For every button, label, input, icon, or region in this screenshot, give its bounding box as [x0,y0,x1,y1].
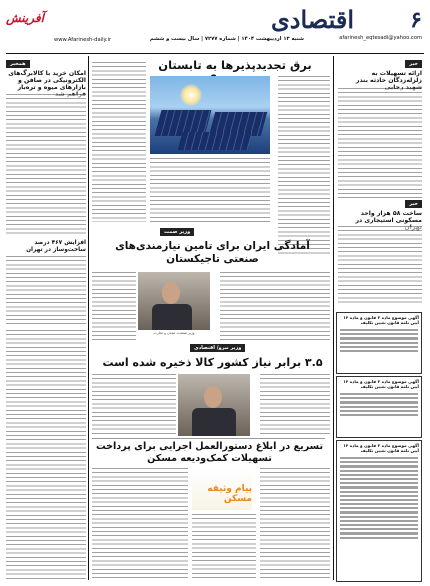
text-column [92,468,188,580]
headline-left-mid: افزایش ۴۶۷ درصد ساخت‌وساز در تهران [26,240,86,253]
photo-minister [138,272,210,330]
text-column [150,158,270,222]
newspaper-logo: آفرینش [6,11,44,25]
bank-ad-image [192,468,252,510]
text-column [338,88,422,198]
bank-ad-text: پیام وثیقه مسکن [207,484,252,504]
text-column [278,76,330,254]
headline-right-top: ارائه تسهیلات به زلزله‌زدگان حادثه بندر [355,70,422,84]
main-headline: برق تجدیدپذیرها به تابستان [158,58,312,72]
headline-left-top: امکان خرید با کالابرگ‌های الکترونیکی در صافن و بازارهای میوه و تره‌بار [8,70,86,91]
ad-box [336,440,422,582]
text-column [6,330,86,580]
text-column [220,272,330,340]
ad-title: آگهی موضوع ماده ۳ قانون و ماده ۱۳ آیین نامه قانون تعیین تکلیف [343,379,419,389]
third-headline: ۳.۵ برابر نیاز کشور کالا ذخیره شده است [102,356,323,369]
ad-box [336,376,422,438]
issue-line: شنبه ۱۳ اردیبهشت ۱۴۰۴ | شماره ۷۲۷۷ | سال بیست و ششم [149,36,304,42]
news-tag-right-2: خبر [405,200,422,208]
text-column [260,374,330,436]
section-title: اقتصادی [271,5,354,34]
photo-caption: وزیر صنعت، معدن و تجارت [153,331,195,335]
text-column [92,374,176,436]
text-column [338,226,422,306]
text-column [192,514,256,580]
ad-box [336,312,422,374]
email: afarinesh_eqtesadi@yahoo.com [339,35,422,41]
fourth-headline-line1: تسریع در ابلاغ دستورالعمل اجرایی برای پرداخت [95,441,324,452]
section-tag: وزیر صمت [160,228,194,236]
text-column [92,62,146,222]
page-header [6,5,424,54]
section-tag: وزیر نیرو/ اقتصادی [190,344,245,352]
photo-official [178,374,250,436]
page-number: ۶ [410,7,422,33]
ad-title: آگهی موضوع ماده ۳ قانون و ماده ۱۳ آیین نامه قانون تعیین تکلیف [343,315,419,325]
news-tag-left: همخبر [6,60,30,68]
news-tag-right: خبر [405,60,422,68]
text-column [92,272,136,340]
text-column [260,468,330,580]
text-column [6,256,86,326]
headline-right-mid: ساخت ۵۸ هزار واحد مسکونی استیجاری در [355,210,422,224]
text-column [6,94,86,234]
fourth-headline-line2: تسهیلات کمک‌ودیعه مسکن [147,453,272,464]
ad-title: آگهی موضوع ماده ۳ قانون و ماده ۱۳ آیین نامه قانون تعیین تکلیف [343,443,419,453]
fourth-headline [92,441,327,465]
solar-panels-photo [150,76,270,154]
second-headline: آمادگی ایران برای تامین نیازمندی‌های صنعتی تاجیکستان [115,240,310,265]
website: www.Afarinesh-daily.ir [54,37,112,43]
